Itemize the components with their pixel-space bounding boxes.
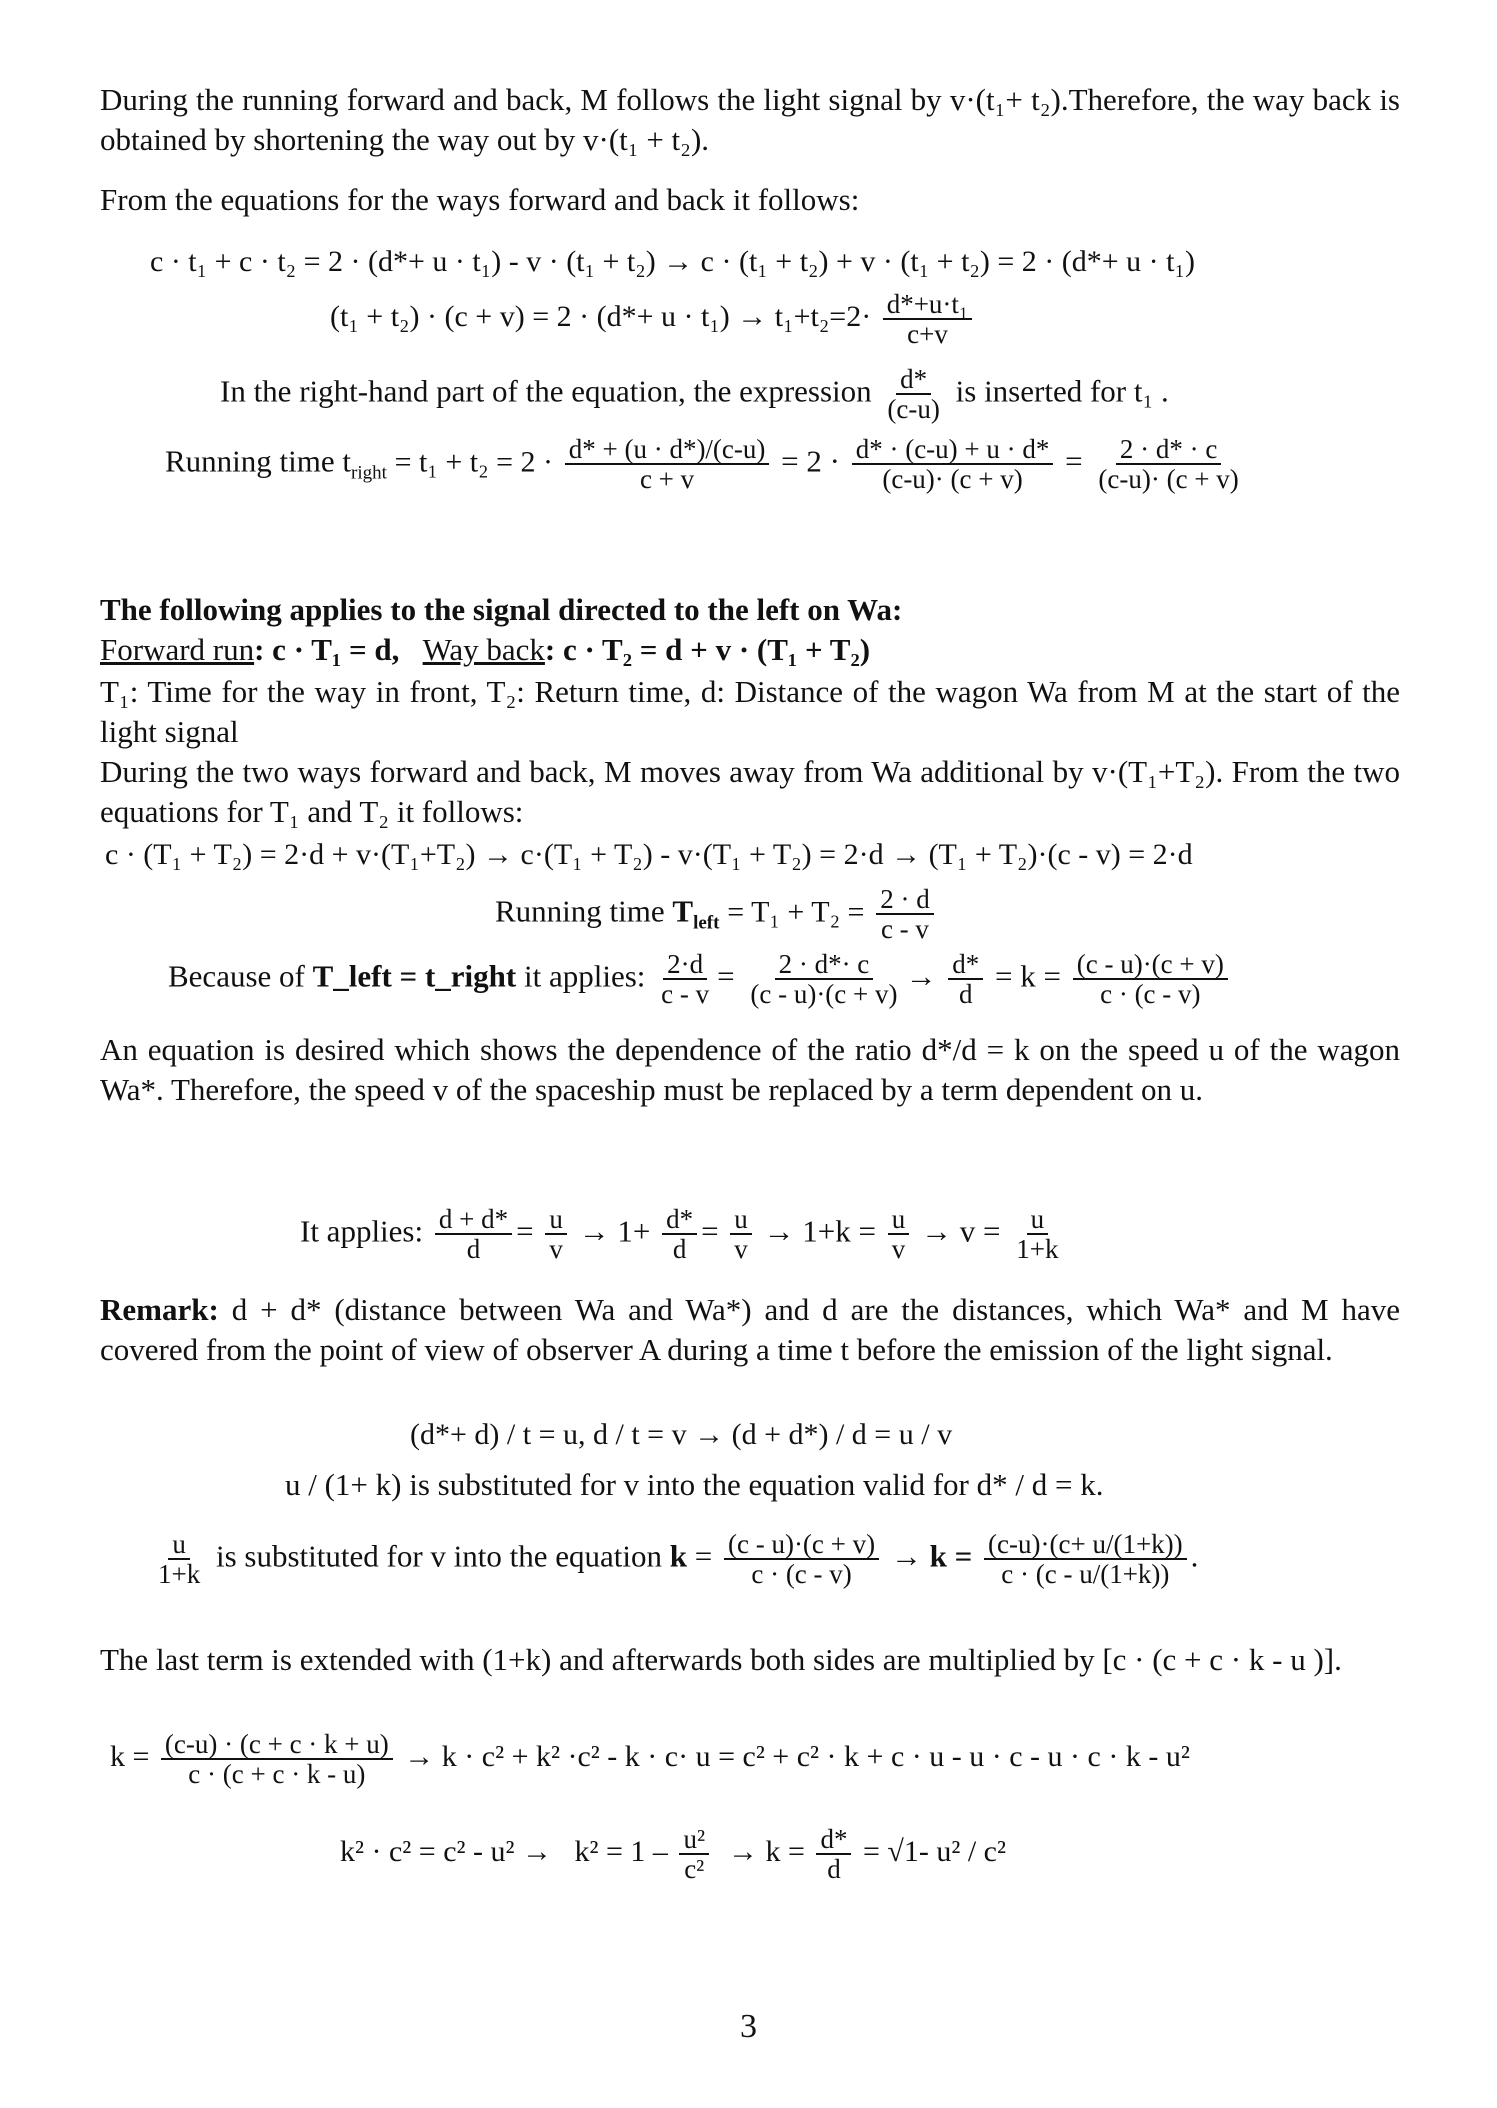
bec-f2-numerator: 2 · d*· c bbox=[775, 950, 874, 980]
ia-f6-numerator: u bbox=[1027, 1205, 1049, 1235]
sub-fraction bbox=[154, 1530, 204, 1589]
rt-eq: = t₁ + t₂ = 2 · bbox=[394, 445, 553, 479]
sub-eq-numerator: (c - u)·(c + v) bbox=[724, 1530, 879, 1560]
rtl-eq: = T₁ + T₂ = bbox=[727, 895, 865, 929]
bec-f4-numerator: (c - u)·(c + v) bbox=[1073, 950, 1228, 980]
equation-1: c · t₁ + c · t₂ = 2 · (d*+ u · t₁) - v · (t₁ + t₂) → c · (t₁ + t₂) + v · (t₁ + t₂) = 2 · (d*+ u · t₁) bbox=[150, 245, 1195, 278]
page-number: 3 bbox=[740, 2008, 757, 2045]
running-time-left bbox=[495, 885, 938, 944]
bec-mid: it applies: bbox=[516, 958, 646, 994]
it-applies-line: It applies: $\frac{d + d*}{d}$ = $\frac{u}{v}$ → 1+ $\frac{d*}{d}$ = $\frac{u}{v}$ → 1+k = $\frac{u}{v}$ → v = $\frac{u}{1+k}$ bbox=[300, 1205, 1066, 1264]
rt-fraction-1 bbox=[565, 435, 770, 494]
paragraph-2: From the equations for the ways forward and back it follows: bbox=[100, 182, 860, 217]
sub-big-denominator: c · (c - u/(1+k)) bbox=[1001, 1559, 1170, 1590]
fin-2: k² = 1 – bbox=[574, 1835, 668, 1869]
eq2-fraction bbox=[883, 290, 973, 349]
ia-f4-denominator: v bbox=[734, 1234, 748, 1265]
kf-denominator: c · (c + c · k - u) bbox=[188, 1759, 366, 1790]
bec-f1-denominator: c - v bbox=[661, 979, 710, 1010]
rtl-label: Running time bbox=[495, 893, 673, 929]
rt-f1-numerator: d* + (u · d*)/(c-u) bbox=[565, 435, 770, 465]
ia-fraction-1 bbox=[435, 1205, 512, 1264]
bec-f4-denominator: c · (c - v) bbox=[1100, 979, 1201, 1010]
ia-f1-numerator: d + d* bbox=[435, 1205, 512, 1235]
sub-big-numerator: (c-u)·(c+ u/(1+k)) bbox=[984, 1530, 1187, 1560]
equation-2 bbox=[330, 290, 976, 349]
ia-f5-numerator: u bbox=[888, 1205, 910, 1235]
sub-denominator: 1+k bbox=[158, 1559, 201, 1590]
fin-3: → k = bbox=[728, 1835, 805, 1869]
sub-equation-fraction bbox=[724, 1530, 879, 1589]
rt-f3-numerator: 2 · d* · c bbox=[1116, 435, 1221, 465]
ia-f5-denominator: v bbox=[891, 1234, 906, 1265]
rt-fraction-2 bbox=[852, 435, 1054, 494]
final-equation bbox=[340, 1825, 1006, 1884]
kf-numerator: (c-u) · (c + c · k + u) bbox=[161, 1730, 393, 1760]
sub-arrow: → bbox=[890, 1538, 922, 1574]
bec-f3-denominator: d bbox=[959, 979, 973, 1010]
rt-label: Running time t bbox=[165, 443, 351, 479]
rt-fraction-3 bbox=[1094, 435, 1242, 494]
fin-1: k² · c² = c² - u² → bbox=[340, 1835, 553, 1869]
ia-fraction-6 bbox=[1012, 1205, 1062, 1264]
bec-fraction-4 bbox=[1073, 950, 1228, 1009]
bec-f2-denominator: (c - u)·(c + v) bbox=[750, 979, 898, 1010]
rtl-denominator: c - v bbox=[880, 914, 929, 945]
fin-3-numerator: d* bbox=[816, 1825, 851, 1855]
ia-fraction-5 bbox=[888, 1205, 910, 1264]
kf-arrow: → bbox=[404, 1740, 435, 1774]
ia-fraction-2 bbox=[545, 1205, 567, 1264]
ia-mid2: → 1+k = bbox=[763, 1213, 877, 1249]
forward-run-eq: : c · T₁ = d, bbox=[254, 632, 400, 667]
bec-f3-numerator: d* bbox=[948, 950, 983, 980]
forward-run-label: Forward run bbox=[100, 632, 255, 667]
equation-4: c · (T₁ + T₂) = 2·d + v·(T₁+T₂) → c·(T₁ + T₂) - v·(T₁ + T₂) = 2·d → (T₁ + T₂)·(c - v) = 2·d bbox=[105, 838, 1193, 871]
ia-fraction-4 bbox=[730, 1205, 752, 1264]
fin-2-denominator: c² bbox=[684, 1854, 705, 1885]
bec-f1-numerator: 2·d bbox=[663, 950, 707, 980]
eq3-pre: In the right-hand part of the equation, the expression bbox=[220, 373, 872, 409]
bec-k: = k = bbox=[995, 958, 1061, 994]
rtl-numerator: 2 · d bbox=[876, 885, 934, 915]
sub-k2: k = bbox=[929, 1538, 973, 1574]
eq3-numerator: d* bbox=[896, 365, 931, 395]
kf-fraction bbox=[161, 1730, 393, 1789]
way-back-label: Way back bbox=[422, 632, 545, 667]
kf-rhs: k · c² + k² ·c² - k · c· u = c² + c² · k + c · u - u · c - u · c · k - u² bbox=[441, 1740, 1190, 1774]
ia-mid1: → 1+ bbox=[578, 1213, 651, 1249]
fin-3-denominator: d bbox=[827, 1854, 841, 1885]
substitution-line: $\frac{u}{1+k}$ is substituted for v into the equation k = $\frac{(c - u)\cdot(c + v)}{c \cdot (c - v)}$ → k = $\frac{(c-u)\cdot(c+ u/(1+k))}{c \cdot (c - u/(1+k))}$ . bbox=[150, 1530, 1198, 1589]
kf-lead: k = bbox=[110, 1740, 150, 1774]
ia-f1-denominator: d bbox=[466, 1234, 481, 1265]
paragraph-5: An equation is desired which shows the dependence of the ratio d*/d = k on the speed u of the wagon Wa*. Therefore, the speed v of the spaceship must be replaced by a term dependent on u. bbox=[100, 1032, 1400, 1108]
paragraph-6: The last term is extended with (1+k) and afterwards both sides are multiplied by [c · (c + c · k - u )]. bbox=[100, 1642, 1342, 1677]
fin-3-fraction bbox=[816, 1825, 851, 1884]
paragraph-3: T₁: Time for the way in front, T₂: Return time, d: Distance of the wagon Wa from M at the start of the light signal bbox=[100, 674, 1400, 750]
ia-mid3: → v = bbox=[921, 1213, 1001, 1249]
because-line: Because of T_left = t_right it applies: $\frac{2\cdot d}{c - v}$ = $\frac{2 \cdot d*\cdot c}{(c - u)\cdot(c + v)}$ → $\frac{d*}{d}$ = k = $\frac{(c - u)\cdot(c + v)}{c \cdot (c - v)}$ bbox=[168, 950, 1232, 1009]
eq3-post: is inserted for t₁ . bbox=[955, 373, 1169, 409]
bec-pre: Because of bbox=[168, 958, 313, 994]
paragraph-4: During the two ways forward and back, M moves away from Wa additional by v·(T₁+T₂). From the two equations for T₁ and T₂ it follows: bbox=[100, 754, 1400, 830]
fin-2-fraction bbox=[679, 1825, 709, 1884]
heading-left-signal: The following applies to the signal directed to the left on Wa: bbox=[100, 592, 903, 627]
rt-equals: = bbox=[1065, 443, 1083, 479]
ia-f3-denominator: d bbox=[672, 1234, 687, 1265]
paragraph-1: During the running forward and back, M follows the light signal by v·(t₁+ t₂).Therefore, the way back is obtained by shortening the way out by v·(t₁ + t₂). bbox=[100, 82, 1400, 158]
sub-eq-denominator: c · (c - v) bbox=[751, 1559, 852, 1590]
rt-f3-denominator: (c-u)· (c + v) bbox=[1098, 464, 1239, 495]
sub-numerator: u bbox=[168, 1530, 190, 1560]
remark-label: Remark: bbox=[100, 1292, 219, 1327]
remark bbox=[100, 1290, 1400, 1371]
ia-f4-numerator: u bbox=[730, 1205, 752, 1235]
rt-f1-denominator: c + v bbox=[639, 464, 695, 495]
way-back-eq: : c · T₂ = d + v · (T₁ + T₂) bbox=[544, 632, 871, 667]
fin-2-numerator: u² bbox=[679, 1825, 709, 1855]
forward-back-line bbox=[100, 630, 870, 670]
rtl-T: T bbox=[672, 893, 694, 929]
equation-6: u / (1+ k) is substituted for v into the equation valid for d* / d = k. bbox=[285, 1467, 1104, 1502]
equation-5: (d*+ d) / t = u, d / t = v → (d + d*) / d = u / v bbox=[410, 1418, 953, 1451]
k-equation bbox=[110, 1730, 1190, 1789]
sub-big-fraction bbox=[984, 1530, 1187, 1589]
rtl-sub: left bbox=[693, 912, 720, 934]
sub-text: is substituted for v into the equation bbox=[215, 1538, 662, 1574]
bec-fraction-2 bbox=[746, 950, 901, 1009]
rt-sub: right bbox=[351, 462, 387, 484]
bec-fraction-3 bbox=[948, 950, 983, 1009]
rt-f2-numerator: d* · (c-u) + u · d* bbox=[852, 435, 1054, 465]
bec-cond: T_left = t_right bbox=[312, 958, 517, 994]
ia-f3-numerator: d* bbox=[662, 1205, 697, 1235]
remark-text: d + d* (distance between Wa and Wa*) and d are the distances, which Wa* and M have covered from the point of view of observer A during a time t before the emission of the light signal. bbox=[100, 1292, 1400, 1368]
ia-f2-numerator: u bbox=[545, 1205, 567, 1235]
eq2-denominator: c+v bbox=[907, 319, 948, 350]
eq2-left: (t₁ + t₂) · (c + v) = 2 · (d*+ u · t₁) → t₁+t₂=2· bbox=[330, 300, 872, 334]
bec-fraction-1 bbox=[657, 950, 713, 1009]
ia-fraction-3 bbox=[662, 1205, 697, 1264]
rt-mid: = 2 · bbox=[781, 443, 840, 479]
eq2-numerator: d*+u·t₁ bbox=[883, 290, 973, 320]
sub-k: k bbox=[669, 1538, 687, 1574]
equation-3 bbox=[220, 365, 1169, 424]
fin-4: = √1- u² / c² bbox=[862, 1835, 1006, 1869]
rtl-fraction bbox=[876, 885, 934, 944]
ia-f2-denominator: v bbox=[549, 1234, 563, 1265]
eq3-fraction bbox=[883, 365, 943, 424]
ia-label: It applies: bbox=[300, 1213, 424, 1249]
rt-f2-denominator: (c-u)· (c + v) bbox=[882, 464, 1023, 495]
ia-f6-denominator: 1+k bbox=[1016, 1234, 1059, 1265]
running-time-right bbox=[165, 435, 1247, 494]
eq3-denominator: (c-u) bbox=[887, 394, 940, 425]
